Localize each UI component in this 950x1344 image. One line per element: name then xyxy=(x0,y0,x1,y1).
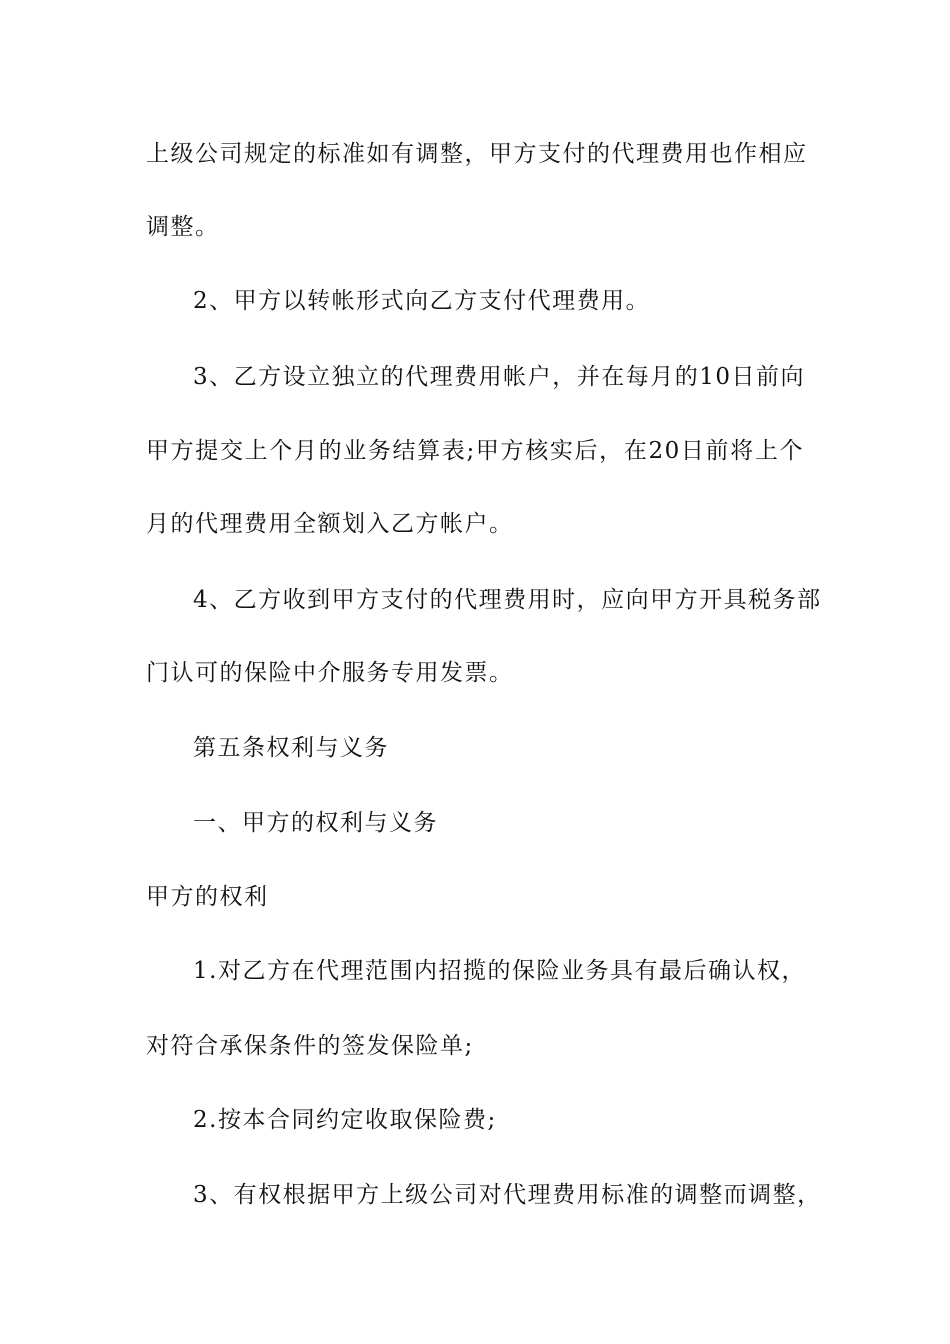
text-line-13: 对符合承保条件的签发保险单; xyxy=(146,1033,474,1059)
section-heading: 第五条权利与义务 xyxy=(193,735,389,761)
text-line-15: 3、有权根据甲方上级公司对代理费用标准的调整而调整， xyxy=(193,1182,822,1208)
text-line-5: 甲方提交上个月的业务结算表;甲方核实后，在20日前将上个 xyxy=(146,438,804,464)
subsection-heading: 一、甲方的权利与义务 xyxy=(193,810,438,836)
text-line-7: 4、乙方收到甲方支付的代理费用时，应向甲方开具税务部 xyxy=(193,587,822,613)
text-line-6: 月的代理费用全额划入乙方帐户。 xyxy=(146,511,514,537)
text-line-8: 门认可的保险中介服务专用发票。 xyxy=(146,660,514,686)
party-a-rights-heading: 甲方的权利 xyxy=(146,884,269,910)
text-line-1: 上级公司规定的标准如有调整，甲方支付的代理费用也作相应 xyxy=(146,141,808,167)
text-line-14: 2.按本合同约定收取保险费; xyxy=(193,1107,497,1133)
text-line-4: 3、乙方设立独立的代理费用帐户，并在每月的10日前向 xyxy=(193,364,805,390)
text-line-2: 调整。 xyxy=(146,214,220,240)
text-line-12: 1.对乙方在代理范围内招揽的保险业务具有最后确认权， xyxy=(193,958,806,984)
text-line-3: 2、甲方以转帐形式向乙方支付代理费用。 xyxy=(193,288,651,314)
